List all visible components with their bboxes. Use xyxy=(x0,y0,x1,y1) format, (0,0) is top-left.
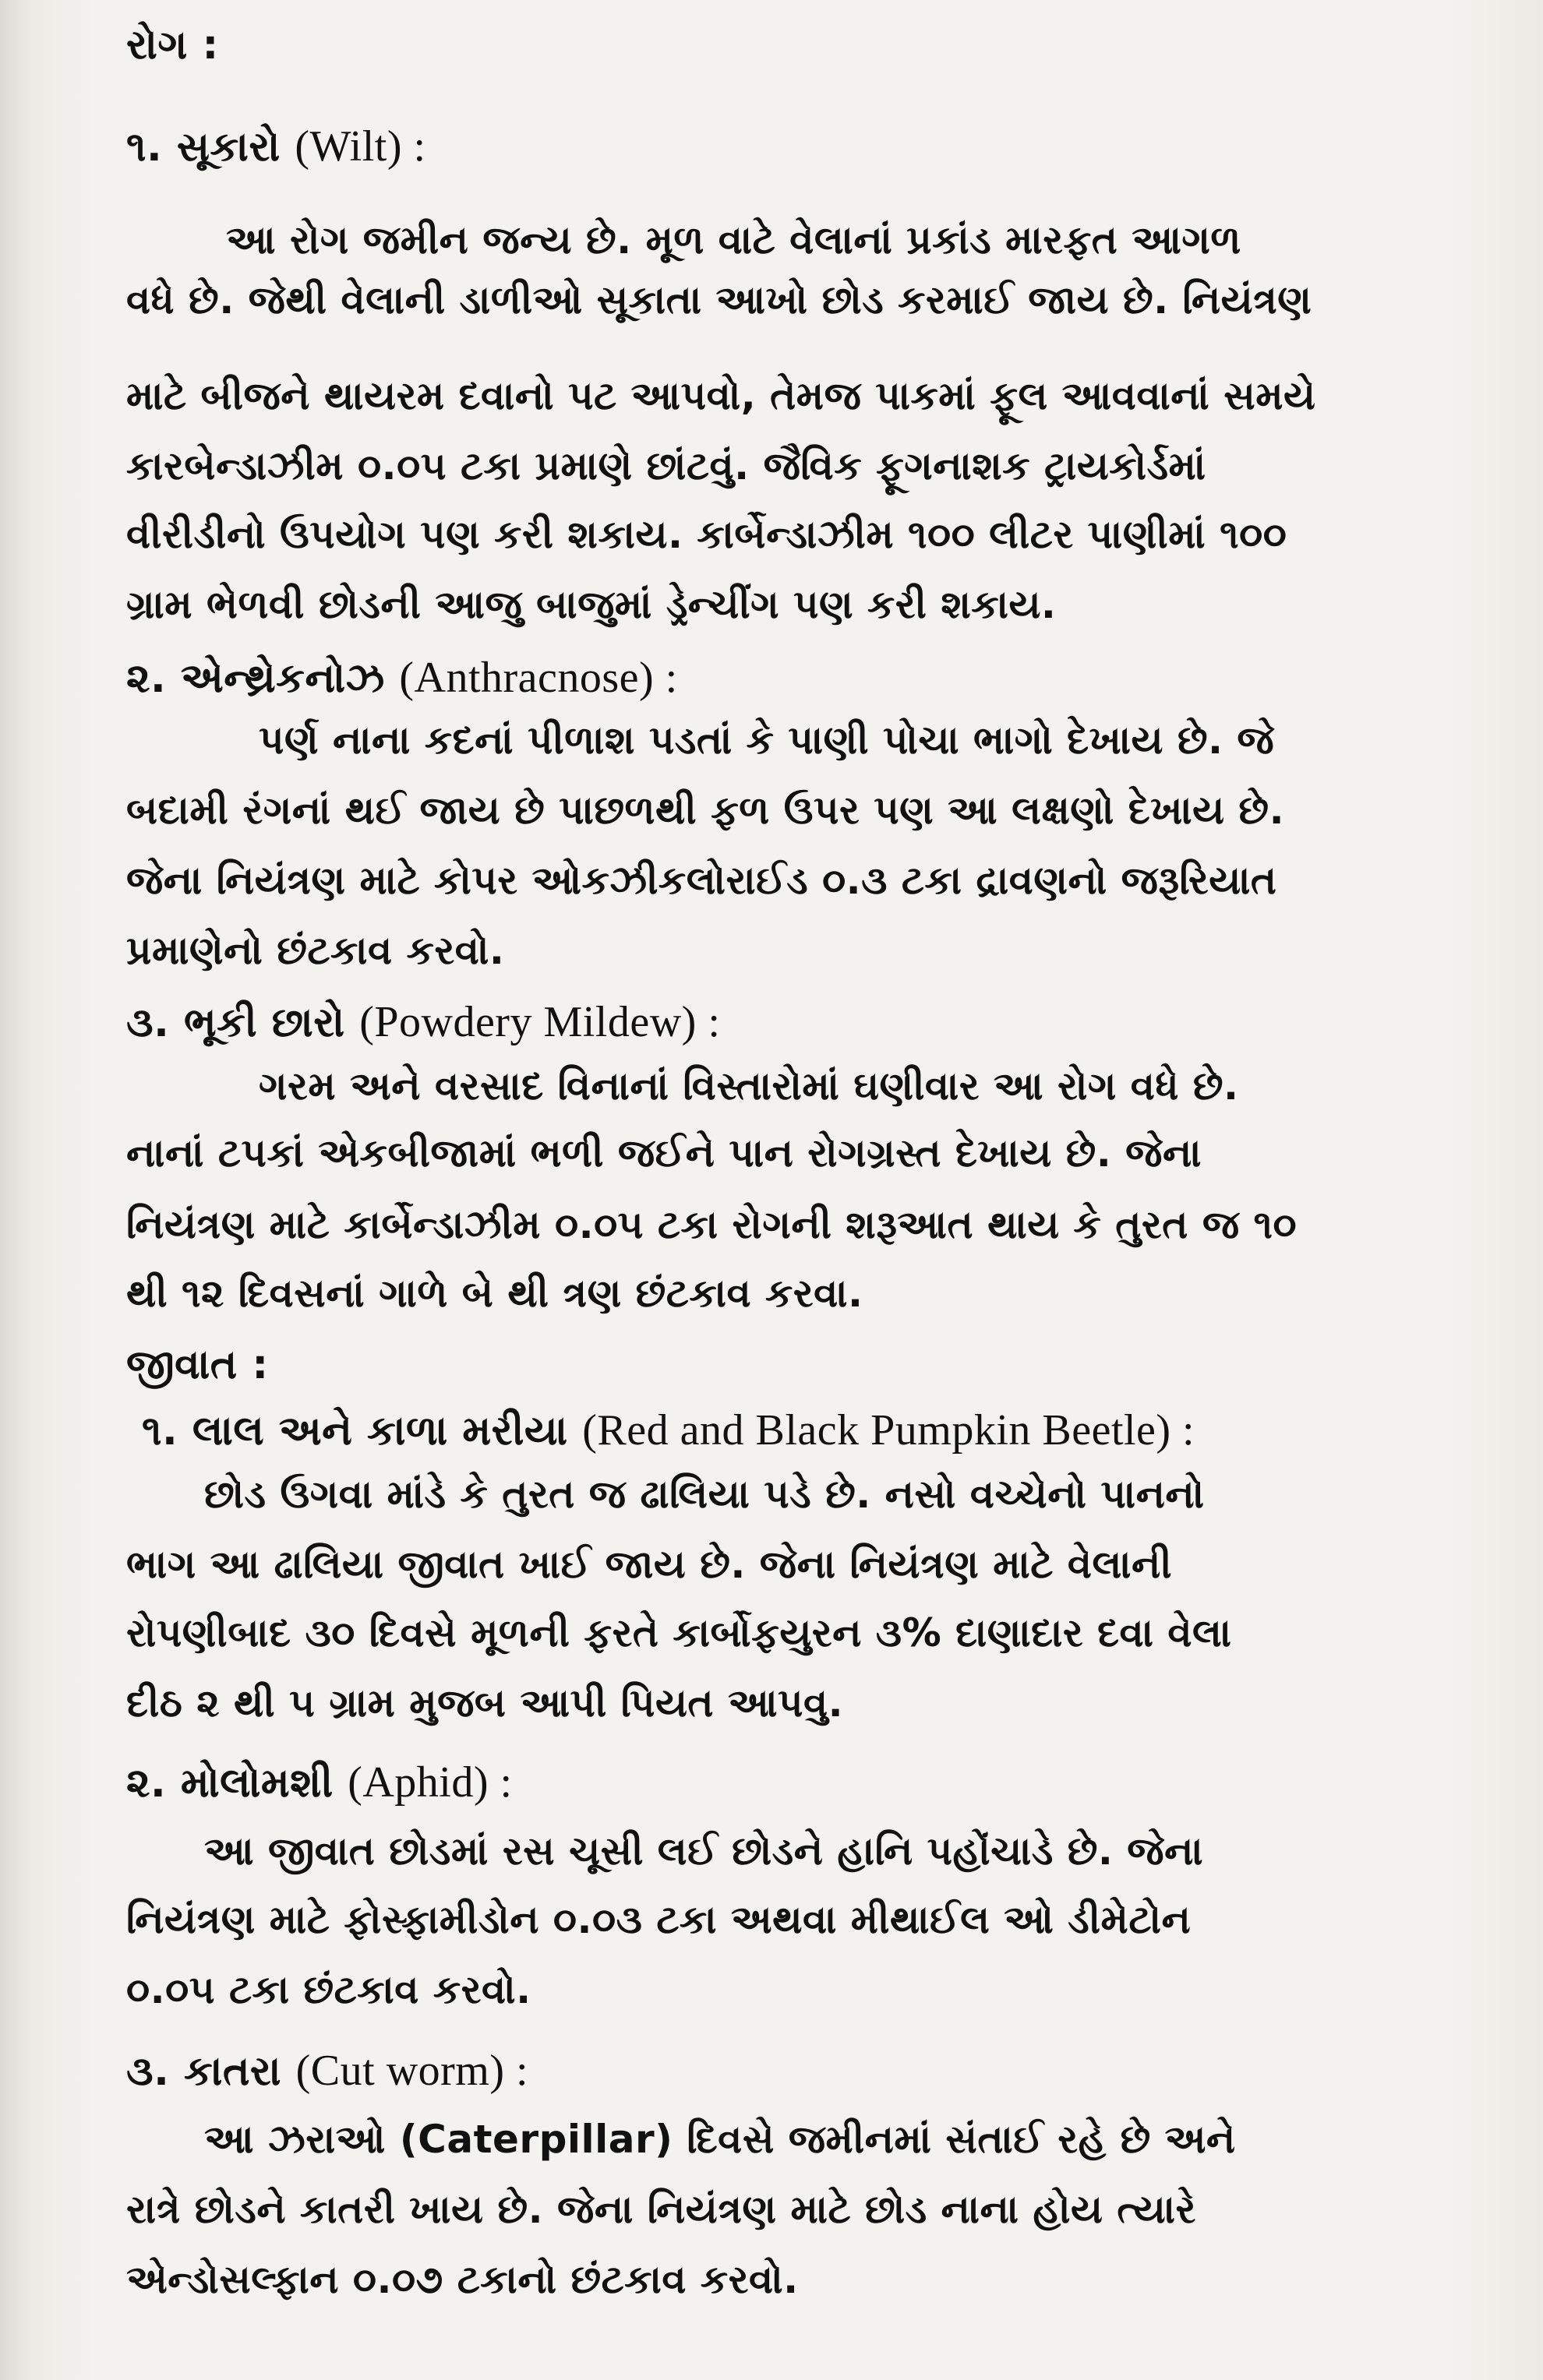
wilt-line-1: આ રોગ જમીન જન્ય છે. મૂળ વાટે વેલાનાં પ્રકાંડ મારફત આગળ xyxy=(226,217,1241,263)
powdery-mildew-line-3: નિયંત્રણ માટે કાર્બેન્ડાઝીમ ૦.૦૫ ટકા રોગની શરૂઆત થાય કે તુરત જ ૧૦ xyxy=(126,1202,1298,1247)
aphid-title-english: (Aphid) : xyxy=(348,1758,513,1807)
section-heading-diseases: રોગ : xyxy=(126,22,219,69)
anthracnose-title-gujarati: ૨. એન્થ્રેકનોઝ xyxy=(126,655,385,702)
aphid-title-gujarati: ૨. મોલોમશી xyxy=(126,1760,334,1807)
beetle-line-4: દીઠ ૨ થી ૫ ગ્રામ મુજબ આપી પિયત આપવુ. xyxy=(126,1680,844,1726)
aphid-line-3: ૦.૦૫ ટકા છંટકાવ કરવો. xyxy=(126,1967,531,2012)
powdery-mildew-line-1: ગરમ અને વરસાદ વિનાનાં વિસ્તારોમાં ઘણીવાર આ રોગ વધે છે. xyxy=(259,1063,1239,1109)
cutworm-line-1: આ ઝરાઓ (Caterpillar) દિવસે જમીનમાં સંતાઈ રહે છે અને xyxy=(204,2117,1236,2162)
wilt-line-2: વધે છે. જેથી વેલાની ડાળીઓ સૂકાતા આખો છોડ કરમાઈ જાય છે. નિયંત્રણ xyxy=(126,277,1312,323)
wilt-line-5: વીરીડીનો ઉપયોગ પણ કરી શકાય. કાર્બેન્ડાઝીમ ૧૦૦ લીટર પાણીમાં ૧૦૦ xyxy=(126,512,1287,557)
beetle-line-2: ભાગ આ ઢાલિયા જીવાત ખાઈ જાય છે. જેના નિયંત્રણ માટે વેલાની xyxy=(126,1542,1173,1587)
aphid-title xyxy=(126,1759,513,1807)
anthracnose-line-4: પ્રમાણેનો છંટકાવ કરવો. xyxy=(126,928,505,973)
wilt-title-english: (Wilt) : xyxy=(295,122,426,171)
cutworm-title-english: (Cut worm) : xyxy=(295,2047,529,2095)
cutworm-title xyxy=(126,2047,528,2095)
anthracnose-title-english: (Anthracnose) : xyxy=(399,654,678,702)
section-heading-pests: જીવાત : xyxy=(126,1342,269,1388)
anthracnose-line-3: જેના નિયંત્રણ માટે કોપર ઓકઝીકલોરાઈડ ૦.૩ ટકા દ્રાવણનો જરૂરિયાત xyxy=(126,858,1277,903)
cutworm-title-gujarati: ૩. કાતરા xyxy=(126,2048,282,2095)
powdery-mildew-title-gujarati: ૩. ભૂકી છારો xyxy=(126,1000,345,1046)
wilt-line-4: કારબેન્ડાઝીમ ૦.૦૫ ટકા પ્રમાણે છાંટવું. જૈવિક ફૂગનાશક ટ્રાયકોર્ડમાં xyxy=(126,443,1206,488)
wilt-title xyxy=(126,123,426,171)
beetle-title xyxy=(142,1407,1195,1454)
wilt-title-gujarati: ૧. સૂકારો xyxy=(126,124,281,171)
cutworm-line-3: એન્ડોસલ્ફાન ૦.૦૭ ટકાનો છંટકાવ કરવો. xyxy=(126,2257,799,2302)
beetle-title-gujarati: ૧. લાલ અને કાળા મરીયા xyxy=(142,1408,568,1454)
anthracnose-line-2: બદામી રંગનાં થઈ જાય છે પાછળથી ફળ ઉપર પણ આ લક્ષણો દેખાય છે. xyxy=(126,788,1285,833)
cutworm-line-2: રાત્રે છોડને કાતરી ખાય છે. જેના નિયંત્રણ માટે છોડ નાના હોય ત્યારે xyxy=(126,2187,1196,2232)
anthracnose-line-1: પર્ણ નાના કદનાં પીળાશ પડતાં કે પાણી પોચા ભાગો દેખાય છે. જે xyxy=(259,718,1275,763)
powdery-mildew-line-2: નાનાં ટપકાં એકબીજામાં ભળી જઈને પાન રોગગ્રસ્ત દેખાય છે. જેના xyxy=(126,1130,1202,1176)
wilt-line-6: ગ્રામ ભેળવી છોડની આજુ બાજુમાં ડ્રેન્ચીંગ પણ કરી શકાય. xyxy=(126,582,1057,627)
beetle-title-english: (Red and Black Pumpkin Beetle) : xyxy=(582,1406,1195,1454)
aphid-line-1: આ જીવાત છોડમાં રસ ચૂસી લઈ છોડને હાનિ પહોંચાડે છે. જેના xyxy=(204,1828,1204,1874)
beetle-line-1: છોડ ઉગવા માંડે કે તુરત જ ઢાલિયા પડે છે. નસો વચ્ચેનો પાનનો xyxy=(204,1472,1205,1517)
wilt-line-3: માટે બીજને થાયરમ દવાનો પટ આપવો, તેમજ પાકમાં ફૂલ આવવાનાં સમયે xyxy=(126,373,1316,418)
anthracnose-title xyxy=(126,654,678,702)
powdery-mildew-line-4: થી ૧૨ દિવસનાં ગાળે બે થી ત્રણ છંટકાવ કરવા. xyxy=(126,1271,863,1316)
aphid-line-2: નિયંત્રણ માટે ફોસ્ફામીડોન ૦.૦૩ ટકા અથવા મીથાઈલ ઓ ડીમેટોન xyxy=(126,1897,1192,1942)
powdery-mildew-title-english: (Powdery Mildew) : xyxy=(359,998,721,1046)
beetle-line-3: રોપણીબાદ ૩૦ દિવસે મૂળની ફરતે કાર્બોફયુરન ૩% દાણાદાર દવા વેલા xyxy=(126,1610,1232,1655)
powdery-mildew-title xyxy=(126,999,720,1046)
